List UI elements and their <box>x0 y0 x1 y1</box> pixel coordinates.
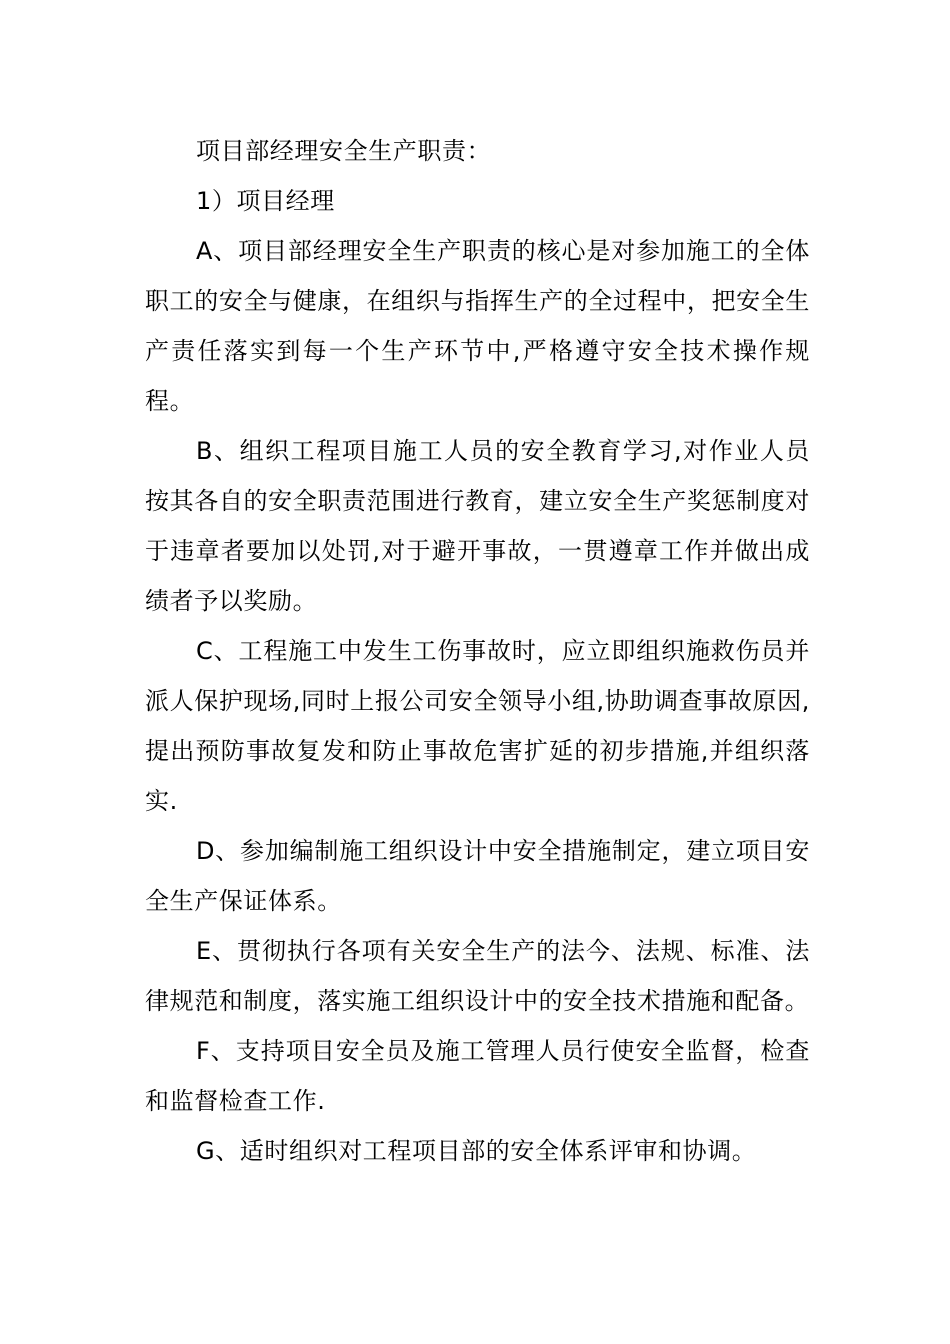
paragraph-d: D、参加编制施工组织设计中安全措施制定，建立项目安全生产保证体系。 <box>145 837 810 915</box>
paragraph-e: E、贯彻执行各项有关安全生产的法今、法规、标准、法律规范和制度，落实施工组织设计中的安全技术措施和配备。 <box>145 937 810 1015</box>
paragraph-a: A、项目部经理安全生产职责的核心是对参加施工的全体职工的安全与健康，在组织与指挥生产的全过程中，把安全生产责任落实到每一个生产环节中,严格遵守安全技术操作规程。 <box>145 237 810 415</box>
paragraph-c: C、工程施工中发生工伤事故时，应立即组织施救伤员并派人保护现场,同时上报公司安全领导小组,协助调查事故原因,提出预防事故复发和防止事故危害扩延的初步措施,并组织落实. <box>145 637 810 815</box>
section-subheading: 1）项目经理 <box>196 187 335 215</box>
document-body <box>145 126 810 1176</box>
paragraph-b: B、组织工程项目施工人员的安全教育学习,对作业人员按其各自的安全职责范围进行教育，建立安全生产奖惩制度对于违章者要加以处罚,对于避开事故，一贯遵章工作并做出成绩者予以奖励。 <box>145 437 810 615</box>
paragraph-f: F、支持项目安全员及施工管理人员行使安全监督，检查和监督检查工作. <box>145 1037 810 1115</box>
section-heading: 项目部经理安全生产职责： <box>196 137 492 165</box>
paragraph-g: G、适时组织对工程项目部的安全体系评审和协调。 <box>196 1137 757 1165</box>
